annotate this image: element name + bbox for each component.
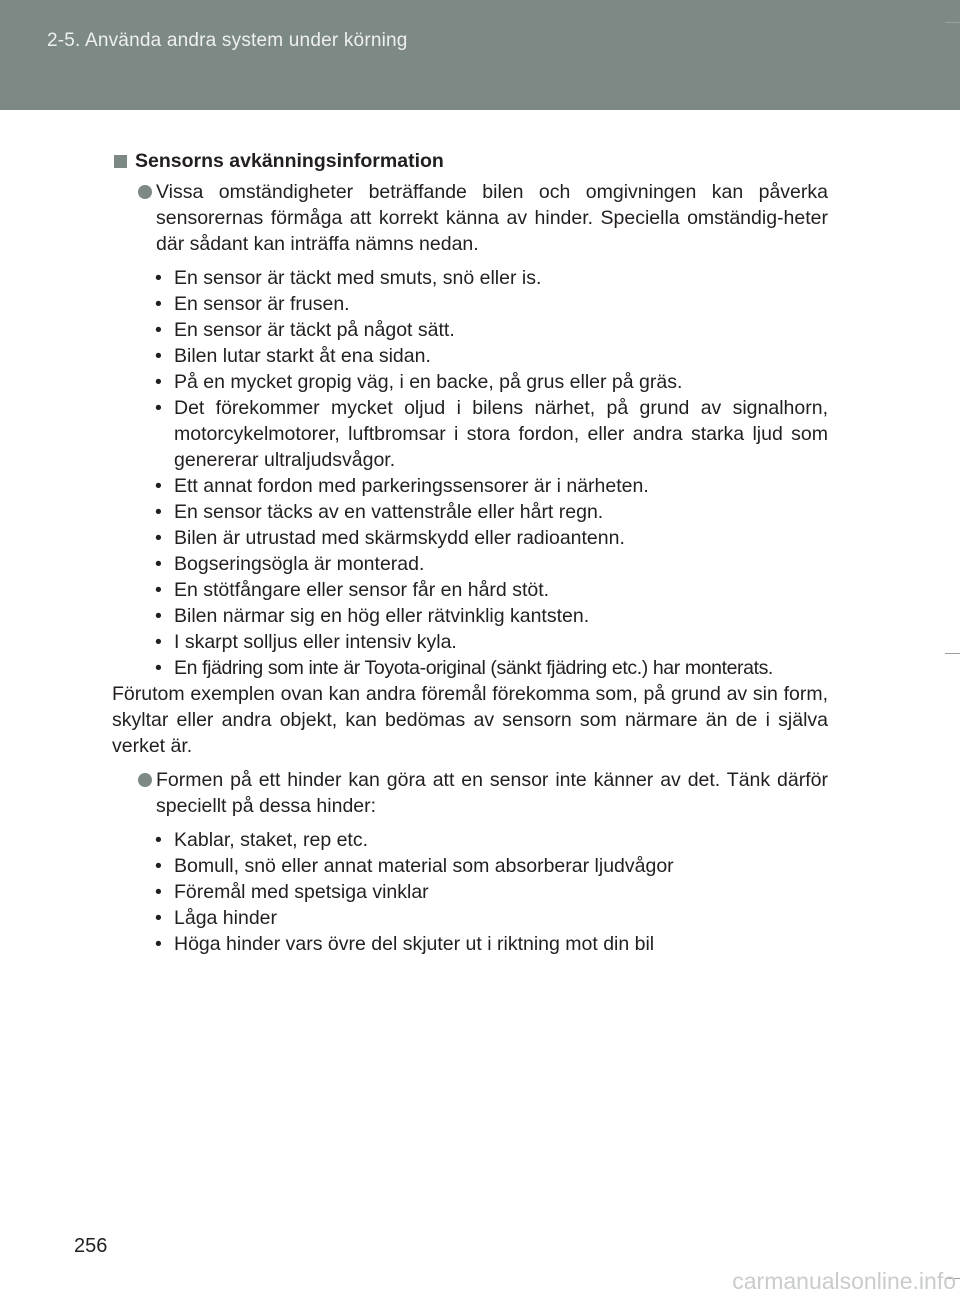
circle-paragraph <box>112 179 828 257</box>
condition-list <box>112 265 828 681</box>
list-item: • En sensor är täckt med smuts, snö eller is. <box>155 267 542 289</box>
obstacle-list <box>112 827 828 957</box>
list-item: • En fjädring som inte är Toyota-original (sänkt fjädring etc.) har monterats. <box>155 657 773 679</box>
list-item: • Bomull, snö eller annat material som absorberar ljudvågor <box>155 855 674 877</box>
bullet-dot: • <box>155 501 162 523</box>
bullet-dot: • <box>155 631 162 653</box>
section-heading <box>114 148 828 174</box>
bullet-dot: • <box>155 907 162 929</box>
chapter-title: 2-5. Använda andra system under körning <box>47 30 408 51</box>
page-number: 256 <box>74 1235 108 1257</box>
list-item: • En sensor täcks av en vattenstråle eller hårt regn. <box>155 501 604 523</box>
list-item: • En stötfångare eller sensor får en hård stöt. <box>155 579 550 601</box>
circle-bullet-icon <box>138 185 152 199</box>
list-item: • I skarpt solljus eller intensiv kyla. <box>155 631 457 653</box>
bullet-dot: • <box>155 397 162 419</box>
bullet-dot: • <box>155 605 162 627</box>
bullet-dot: • <box>155 933 162 955</box>
list-item: • En sensor är täckt på något sätt. <box>155 319 455 341</box>
bullet-dot: • <box>155 579 162 601</box>
list-item: • En sensor är frusen. <box>155 293 350 315</box>
list-item: • Det förekommer mycket oljud i bilens närhet, på grund av signalhorn, motorcykelmotorer, luftbromsar i stora fordon, eller andra starka ljud som genererar ultraljudsvågor. <box>155 397 828 471</box>
bullet-dot: • <box>155 475 162 497</box>
circle-paragraph-text: Formen på ett hinder kan göra att en sensor inte känner av det. Tänk därför speciellt på dessa hinder: <box>156 769 828 817</box>
list-item: • Höga hinder vars övre del skjuter ut i riktning mot din bil <box>155 933 655 955</box>
bullet-dot: • <box>155 345 162 367</box>
square-bullet-icon <box>114 155 127 168</box>
list-item: • Bilen närmar sig en hög eller rätvinklig kantsten. <box>155 605 590 627</box>
bullet-dot: • <box>155 527 162 549</box>
note-paragraph: Förutom exemplen ovan kan andra föremål förekomma som, på grund av sin form, skyltar eller andra objekt, kan bedömas av sensorn som närmare än de i själva verket är. <box>112 683 828 757</box>
bullet-dot: • <box>155 319 162 341</box>
bullet-dot: • <box>155 267 162 289</box>
list-item: • Bilen lutar starkt åt ena sidan. <box>155 345 431 367</box>
list-item: • Kablar, staket, rep etc. <box>155 829 369 851</box>
page-content <box>112 148 828 957</box>
circle-bullet-icon <box>138 773 152 787</box>
bullet-dot: • <box>155 829 162 851</box>
list-item: • Bilen är utrustad med skärmskydd eller radioantenn. <box>155 527 625 549</box>
section-heading-text: Sensorns avkänningsinformation <box>135 150 444 172</box>
list-item: • Ett annat fordon med parkeringssensorer är i närheten. <box>155 475 649 497</box>
watermark: carmanualsonline.info <box>732 1268 956 1294</box>
circle-paragraph <box>112 767 828 819</box>
bullet-dot: • <box>155 553 162 575</box>
list-item: • Bogseringsögla är monterad. <box>155 553 425 575</box>
bullet-dot: • <box>155 855 162 877</box>
bullet-dot: • <box>155 293 162 315</box>
list-item: • Låga hinder <box>155 907 278 929</box>
bullet-dot: • <box>155 657 162 679</box>
list-item: • På en mycket gropig väg, i en backe, på grus eller på gräs. <box>155 371 683 393</box>
bullet-dot: • <box>155 881 162 903</box>
circle-paragraph-text: Vissa omständigheter beträffande bilen och omgivningen kan påverka sensorernas förmåga att korrekt känna av hinder. Speciella omständig-heter där sådant kan inträffa nämns nedan. <box>156 181 828 255</box>
crop-mark <box>945 653 960 654</box>
chapter-header <box>0 0 960 110</box>
list-item: • Föremål med spetsiga vinklar <box>155 881 429 903</box>
bullet-dot: • <box>155 371 162 393</box>
crop-mark <box>945 22 960 23</box>
